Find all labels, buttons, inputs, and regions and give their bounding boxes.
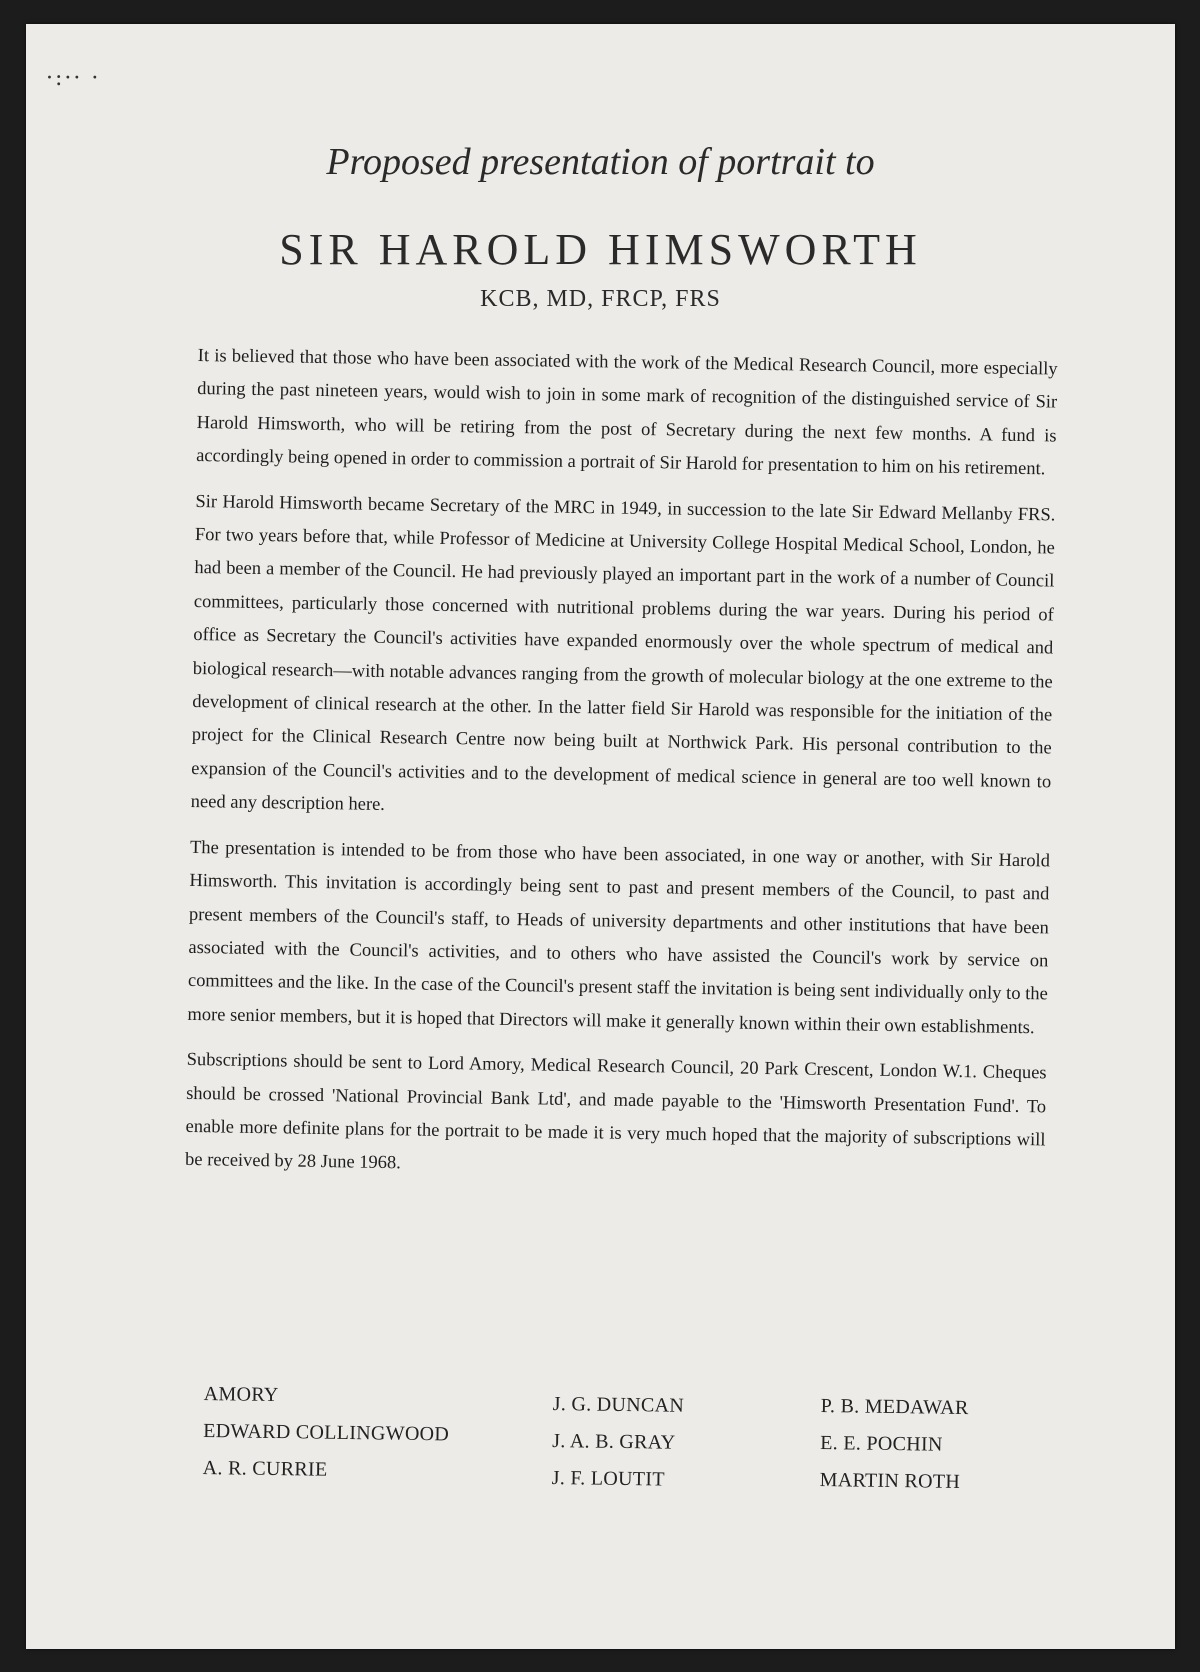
signatory-name: AMORY [203, 1382, 279, 1407]
signatory-name: A. R. CURRIE [202, 1456, 328, 1481]
paragraph-2: Sir Harold Himsworth became Secretary of the MRC in 1949, in succession to the late Sir Edward Mellanby FRS. For two years before that, while Professor of Medicine at University College Hospital Medical School, London, he had been a member of the Council. He had previously played an important part in the work of a number of Council committees, particularly those concerned with nutritional problems during the war years. During his period of office as Secretary the Council's activities have expanded enormously over the whole spectrum of medical and biological research—with notable advances ranging from the growth of molecular biology at the one extreme to the development of clinical research at the other. In the latter field Sir Harold was responsible for the initiation of the project for the Clinical Research Centre now being built at Northwick Park. His personal contribution to the expansion of the Council's activities and to the development of medical science in general are too well known to need any description here. [190, 491, 1056, 816]
document-page [26, 24, 1175, 1649]
header-name: SIR HAROLD HIMSWORTH [279, 225, 922, 274]
signatory-name: J. G. DUNCAN [552, 1392, 685, 1417]
signatory-column-1 [202, 1376, 449, 1490]
signatory-name: E. E. POCHIN [820, 1431, 943, 1456]
paragraph-4: Subscriptions should be sent to Lord Amory, Medical Research Council, 20 Park Crescent, London W.1. Cheques should be crossed 'National Provincial Bank Ltd', and made payable to the 'Himsworth Presentation Fund'. To enable more definite plans for the portrait to be made it is very much hoped that the majority of subscriptions will be received by 28 June 1968. [184, 1050, 1047, 1174]
paragraph-3: The presentation is intended to be from those who have been associated, in one way or another, with Sir Harold Himsworth. This invitation is accordingly being sent to past and present members of the Council, to past and present members of the Council's staff, to Heads of university departments and other institutions that have been associated with the Council's activities, and to others who have assisted the Council's work by service on committees and the like. In the case of the Council's present staff the invitation is being sent individually only to the more senior members, but it is hoped that Directors will make it generally known within their own establishments. [187, 837, 1051, 1038]
signatory-name: MARTIN ROTH [819, 1468, 961, 1493]
signatory-name: J. A. B. GRAY [552, 1429, 676, 1454]
signatory-name: J. F. LOUTIT [551, 1466, 665, 1491]
signatory-name: EDWARD COLLINGWOOD [203, 1419, 450, 1446]
header-honours: KCB, MD, FRCP, FRS [480, 286, 721, 312]
paragraph-1: It is believed that those who have been associated with the work of the Medical Research Council, more especially during the past nineteen years, would wish to join in some mark of recognition of the distinguished service of Sir Harold Himsworth, who will be retiring from the post of Secretary during the next few months. A fund is accordingly being opened in order to commission a portrait of Sir Harold for presentation to him on his retirement. [196, 345, 1058, 480]
signatory-column-3 [819, 1388, 968, 1501]
signatory-column-2 [551, 1386, 684, 1499]
header-title-italic: Proposed presentation of portrait to [326, 141, 875, 183]
paper-marks: ·:·· · [46, 66, 101, 91]
letter-body [185, 340, 1058, 1203]
signatory-name: P. B. MEDAWAR [820, 1394, 969, 1420]
